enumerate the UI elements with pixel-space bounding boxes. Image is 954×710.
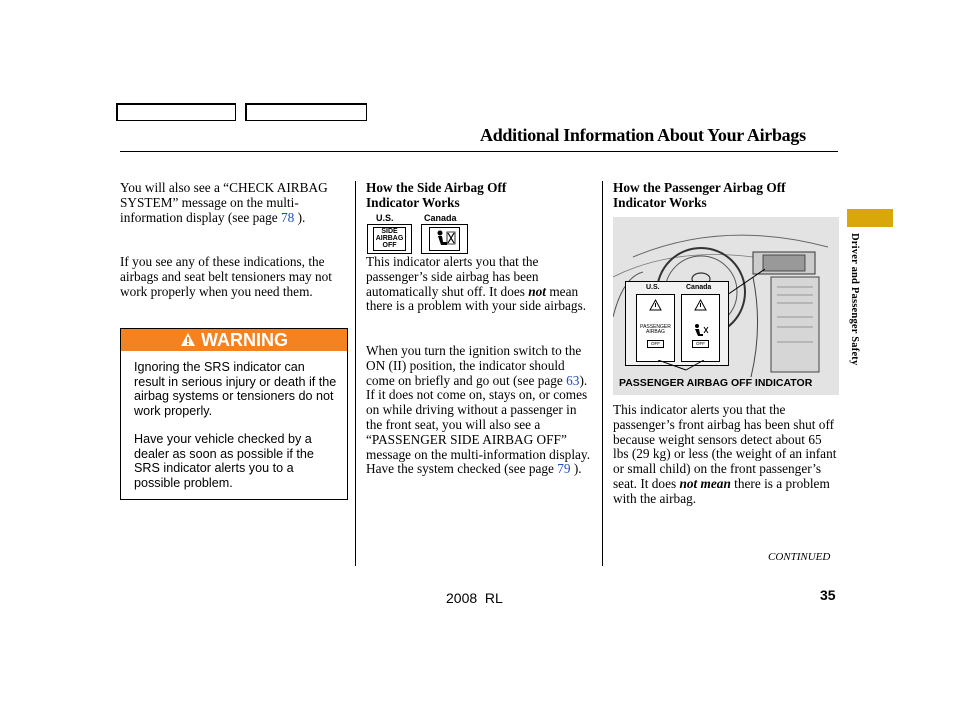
warning-label: WARNING bbox=[201, 330, 288, 350]
section-tab-label: Driver and Passenger Safety bbox=[849, 233, 860, 366]
page-number: 35 bbox=[820, 587, 836, 603]
nav-box-right[interactable] bbox=[245, 103, 367, 121]
passenger-airbag-heading: How the Passenger Airbag Off Indicator Works bbox=[613, 180, 786, 210]
fig-indicator-text: PASSENGER AIRBAG bbox=[640, 324, 671, 335]
hazard-triangle-icon-canada bbox=[682, 295, 719, 317]
page-link-63[interactable]: 63 bbox=[566, 372, 580, 388]
indicator-callout-box bbox=[625, 281, 729, 366]
passenger-indicator-us bbox=[636, 294, 675, 362]
fig-label-canada: Canada bbox=[686, 284, 712, 291]
continued-label: CONTINUED bbox=[768, 551, 831, 563]
passenger-indicator-canada bbox=[681, 294, 720, 362]
page-link-78[interactable]: 78 bbox=[281, 209, 295, 225]
side-airbag-off-icon bbox=[430, 228, 459, 250]
side-airbag-paragraph-2: When you turn the ignition switch to the ON (II) position, the indicator should come on briefly and go out (see page 63). If it does not come on, stays on, or comes on while driving without a passenger in the front seat, you will also see a “PASSENGER SIDE AIRBAG OFF” message on the multi-information display. Have the system checked (see page 79 ). bbox=[366, 343, 591, 477]
column-divider-2 bbox=[602, 181, 603, 566]
passenger-airbag-figure bbox=[613, 217, 839, 395]
nav-box-left[interactable] bbox=[116, 103, 236, 121]
side-airbag-heading: How the Side Airbag Off Indicator Works bbox=[366, 180, 507, 210]
col1-paragraph-2: If you see any of these indications, the airbags and seat belt tensioners may not work properly when you need them. bbox=[120, 254, 332, 299]
fig-off-us: OFF bbox=[647, 340, 664, 348]
model-label: 2008 RL bbox=[446, 590, 503, 606]
figure-caption: PASSENGER AIRBAG OFF INDICATOR bbox=[619, 377, 813, 389]
hazard-triangle-icon bbox=[637, 295, 674, 317]
side-airbag-paragraph-1: This indicator alerts you that the passenger’s side airbag has been automatically shut off. It does not mean there is a problem with your side airbags. bbox=[366, 254, 587, 314]
page-link-79[interactable]: 79 bbox=[557, 461, 571, 477]
warning-text-1: Ignoring the SRS indicator can result in serious injury or death if the airbag systems or tensioners do not work properly. bbox=[134, 360, 337, 418]
col1-paragraph-1: You will also see a “CHECK AIRBAG SYSTEM” message on the multi-information display (see page 78 ). bbox=[120, 180, 328, 225]
warning-triangle-icon bbox=[180, 330, 201, 350]
warning-text-2: Have your vehicle checked by a dealer as soon as possible if the SRS indicator alerts you to a possible problem. bbox=[134, 432, 314, 490]
label-canada: Canada bbox=[424, 213, 457, 223]
passenger-airbag-paragraph: This indicator alerts you that the passenger’s front airbag has been shut off because weight sensors detect about 65 lbs (29 kg) or less (the weight of an infant or small child) on the front passenger’s seat. It does not mean there is a problem with the airbag. bbox=[613, 402, 837, 506]
fig-off-canada: OFF bbox=[692, 340, 709, 348]
fig-label-us: U.S. bbox=[646, 284, 660, 291]
side-airbag-indicator-canada bbox=[421, 224, 468, 254]
callout-pointer bbox=[656, 360, 716, 372]
passenger-airbag-off-icon bbox=[690, 323, 710, 339]
warning-header bbox=[121, 329, 347, 351]
label-us: U.S. bbox=[376, 213, 394, 223]
page-title: Additional Information About Your Airbags bbox=[480, 125, 806, 145]
section-tab bbox=[847, 209, 893, 227]
side-airbag-indicator-us: SIDE AIRBAG OFF bbox=[367, 224, 412, 254]
column-divider-1 bbox=[355, 181, 356, 566]
title-rule bbox=[120, 151, 838, 152]
warning-box bbox=[120, 328, 348, 500]
